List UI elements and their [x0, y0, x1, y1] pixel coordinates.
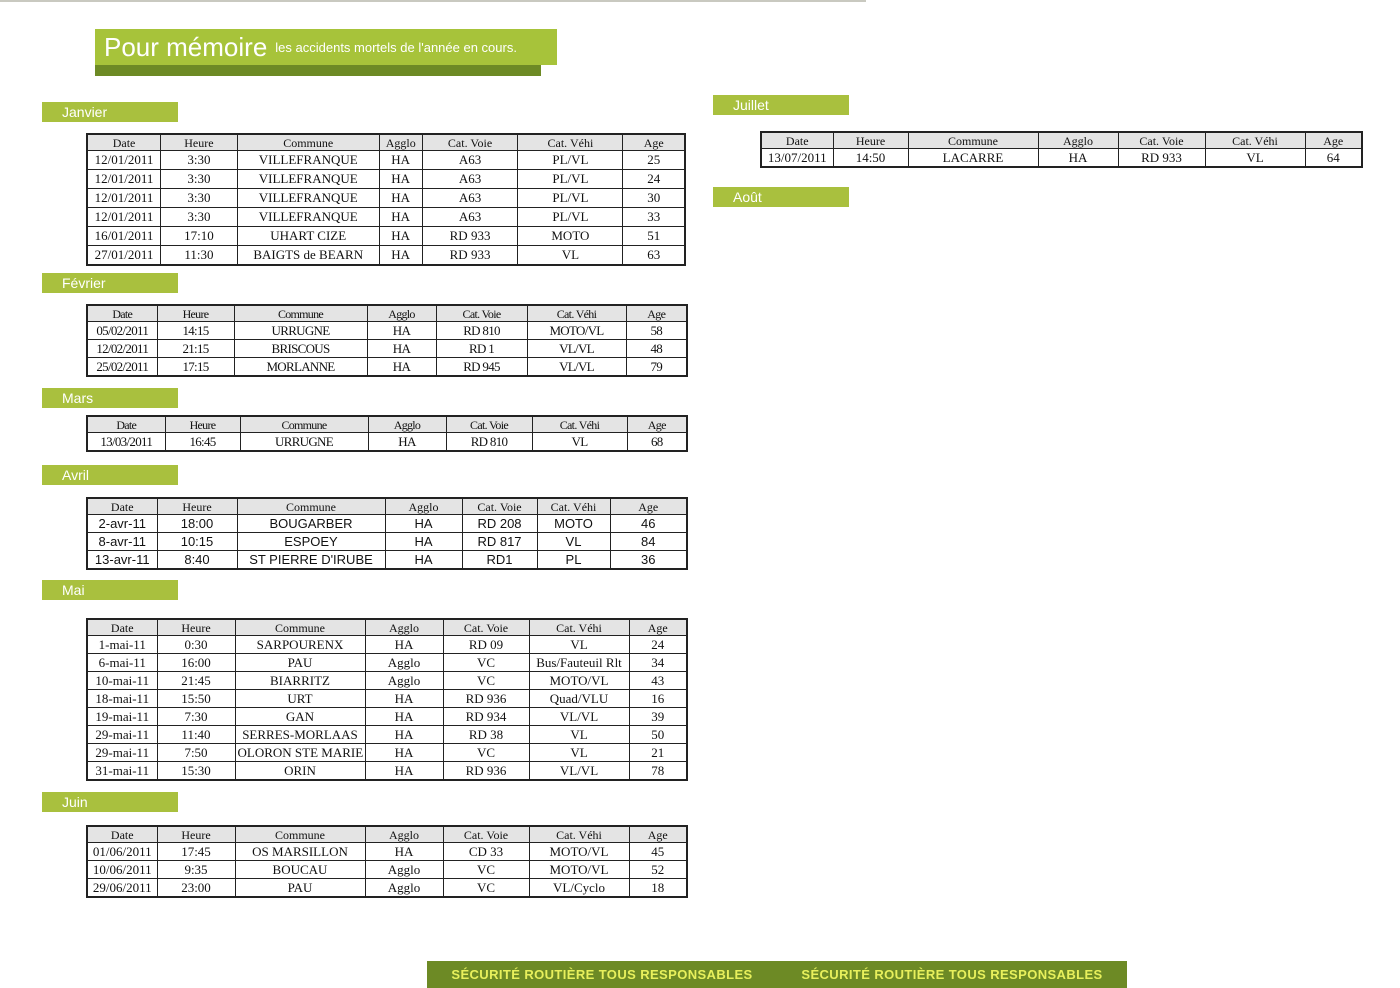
cell-date: 2-avr-11 [87, 515, 157, 533]
cell-heure: 3:30 [161, 208, 238, 227]
cell-cat-vehi: VL/VL [527, 358, 626, 377]
table-mars [86, 415, 688, 452]
table-row [87, 843, 687, 861]
cell-cat-voie: RD 936 [443, 690, 529, 708]
column-header-agglo: Agglo [379, 134, 422, 151]
cell-date: 12/01/2011 [87, 170, 161, 189]
cell-date: 29/06/2011 [87, 879, 157, 898]
cell-agglo: HA [379, 151, 422, 170]
cell-agglo: HA [385, 515, 462, 533]
page-subtitle: les accidents mortels de l'année en cours. [275, 39, 517, 55]
cell-agglo: HA [379, 227, 422, 246]
cell-commune: PAU [235, 654, 365, 672]
cell-age: 46 [610, 515, 687, 533]
cell-date: 10/06/2011 [87, 861, 157, 879]
cell-commune: VILLEFRANQUE [237, 189, 379, 208]
cell-date: 12/01/2011 [87, 208, 161, 227]
cell-agglo: HA [368, 433, 446, 452]
month-label-aout: Août [713, 187, 849, 207]
cell-age: 52 [629, 861, 687, 879]
cell-cat-voie: RD 38 [443, 726, 529, 744]
column-header-commune: Commune [240, 416, 368, 433]
column-header-commune: Commune [235, 826, 365, 843]
cell-commune: BAIGTS de BEARN [237, 246, 379, 266]
cell-date: 18-mai-11 [87, 690, 157, 708]
cell-age: 84 [610, 533, 687, 551]
column-header-cat-vehi: Cat. Véhi [537, 498, 610, 515]
column-header-cat-vehi: Cat. Véhi [527, 305, 626, 322]
cell-age: 79 [626, 358, 687, 377]
cell-cat-vehi: PL/VL [518, 170, 623, 189]
column-header-heure: Heure [157, 826, 235, 843]
cell-heure: 11:30 [161, 246, 238, 266]
cell-date: 25/02/2011 [87, 358, 157, 377]
month-label-mars: Mars [42, 388, 178, 408]
cell-commune: BRISCOUS [234, 340, 367, 358]
cell-age: 45 [629, 843, 687, 861]
cell-cat-voie: A63 [422, 151, 518, 170]
cell-heure: 3:30 [161, 189, 238, 208]
top-rule [0, 0, 866, 2]
cell-cat-vehi: MOTO [537, 515, 610, 533]
cell-date: 12/02/2011 [87, 340, 157, 358]
cell-commune: URRUGNE [234, 322, 367, 340]
cell-cat-voie: RD1 [462, 551, 537, 570]
cell-heure: 14:50 [833, 149, 908, 168]
cell-commune: UHART CIZE [237, 227, 379, 246]
page-title-banner [95, 29, 557, 65]
cell-heure: 10:15 [157, 533, 237, 551]
column-header-date: Date [761, 132, 833, 149]
cell-cat-vehi: MOTO/VL [527, 322, 626, 340]
cell-date: 29-mai-11 [87, 726, 157, 744]
cell-heure: 3:30 [161, 170, 238, 189]
column-header-cat-voie: Cat. Voie [443, 826, 529, 843]
column-header-cat-vehi: Cat. Véhi [529, 826, 629, 843]
cell-age: 24 [629, 636, 687, 654]
cell-agglo: Agglo [365, 861, 443, 879]
cell-cat-voie: RD 208 [462, 515, 537, 533]
cell-commune: GAN [235, 708, 365, 726]
cell-commune: OS MARSILLON [235, 843, 365, 861]
cell-cat-voie: RD 1 [436, 340, 527, 358]
cell-cat-voie: RD 810 [436, 322, 527, 340]
column-header-agglo: Agglo [368, 416, 446, 433]
table-row [87, 551, 687, 570]
cell-cat-vehi: VL [529, 726, 629, 744]
column-header-commune: Commune [237, 498, 385, 515]
cell-commune: BOUCAU [235, 861, 365, 879]
cell-heure: 15:30 [157, 762, 235, 781]
cell-commune: SARPOURENX [235, 636, 365, 654]
column-header-agglo: Agglo [367, 305, 436, 322]
cell-cat-vehi: VL/VL [529, 762, 629, 781]
table-juin [86, 825, 688, 898]
cell-cat-vehi: Bus/Fauteuil Rlt [529, 654, 629, 672]
cell-heure: 17:45 [157, 843, 235, 861]
column-header-age: Age [629, 826, 687, 843]
cell-agglo: HA [385, 533, 462, 551]
cell-cat-vehi: MOTO/VL [529, 843, 629, 861]
cell-date: 05/02/2011 [87, 322, 157, 340]
cell-agglo: HA [365, 690, 443, 708]
column-header-cat-voie: Cat. Voie [436, 305, 527, 322]
cell-date: 13/07/2011 [761, 149, 833, 168]
cell-commune: PAU [235, 879, 365, 898]
cell-date: 12/01/2011 [87, 189, 161, 208]
cell-cat-voie: RD 936 [443, 762, 529, 781]
cell-age: 78 [629, 762, 687, 781]
cell-date: 6-mai-11 [87, 654, 157, 672]
column-header-age: Age [610, 498, 687, 515]
column-header-cat-vehi: Cat. Véhi [518, 134, 623, 151]
column-header-heure: Heure [161, 134, 238, 151]
cell-cat-voie: RD 09 [443, 636, 529, 654]
cell-heure: 9:35 [157, 861, 235, 879]
cell-cat-vehi: VL/Cyclo [529, 879, 629, 898]
table-row [87, 654, 687, 672]
column-header-age: Age [623, 134, 685, 151]
table-row [87, 744, 687, 762]
cell-agglo: HA [379, 208, 422, 227]
cell-heure: 14:15 [157, 322, 234, 340]
cell-agglo: HA [365, 708, 443, 726]
cell-cat-vehi: Quad/VLU [529, 690, 629, 708]
column-header-date: Date [87, 134, 161, 151]
cell-agglo: HA [379, 246, 422, 266]
month-label-juin: Juin [42, 792, 178, 812]
footer-slogan-left: SÉCURITÉ ROUTIÈRE TOUS RESPONSABLES [451, 967, 753, 982]
table-row [87, 533, 687, 551]
column-header-cat-voie: Cat. Voie [422, 134, 518, 151]
cell-agglo: Agglo [365, 654, 443, 672]
column-header-commune: Commune [235, 619, 365, 636]
cell-cat-vehi: MOTO/VL [529, 861, 629, 879]
cell-heure: 23:00 [157, 879, 235, 898]
table-row [87, 358, 687, 377]
cell-date: 10-mai-11 [87, 672, 157, 690]
column-header-cat-voie: Cat. Voie [1118, 132, 1205, 149]
cell-commune: ESPOEY [237, 533, 385, 551]
cell-commune: VILLEFRANQUE [237, 170, 379, 189]
cell-age: 36 [610, 551, 687, 570]
column-header-heure: Heure [833, 132, 908, 149]
cell-cat-vehi: VL [532, 433, 627, 452]
cell-age: 33 [623, 208, 685, 227]
cell-heure: 8:40 [157, 551, 237, 570]
column-header-commune: Commune [908, 132, 1038, 149]
cell-heure: 15:50 [157, 690, 235, 708]
cell-cat-vehi: MOTO/VL [529, 672, 629, 690]
cell-cat-vehi: MOTO [518, 227, 623, 246]
column-header-heure: Heure [157, 305, 234, 322]
table-fevrier [86, 304, 688, 377]
cell-heure: 7:30 [157, 708, 235, 726]
cell-date: 13-avr-11 [87, 551, 157, 570]
cell-agglo: Agglo [365, 879, 443, 898]
cell-heure: 16:45 [165, 433, 240, 452]
column-header-heure: Heure [157, 498, 237, 515]
table-row [87, 151, 685, 170]
table-row [87, 879, 687, 898]
cell-date: 19-mai-11 [87, 708, 157, 726]
footer-banner [427, 961, 1127, 988]
cell-cat-vehi: VL [529, 636, 629, 654]
cell-commune: ORIN [235, 762, 365, 781]
cell-commune: LACARRE [908, 149, 1038, 168]
table-row [87, 189, 685, 208]
column-header-cat-vehi: Cat. Véhi [1205, 132, 1305, 149]
table-row [761, 149, 1362, 168]
month-label-mai: Mai [42, 580, 178, 600]
cell-agglo: HA [365, 636, 443, 654]
cell-agglo: HA [367, 340, 436, 358]
cell-cat-vehi: PL [537, 551, 610, 570]
cell-age: 50 [629, 726, 687, 744]
cell-heure: 21:15 [157, 340, 234, 358]
cell-cat-voie: RD 817 [462, 533, 537, 551]
cell-commune: BIARRITZ [235, 672, 365, 690]
cell-cat-voie: VC [443, 672, 529, 690]
cell-date: 31-mai-11 [87, 762, 157, 781]
table-row [87, 636, 687, 654]
column-header-heure: Heure [157, 619, 235, 636]
cell-cat-vehi: VL [529, 744, 629, 762]
column-header-date: Date [87, 305, 157, 322]
cell-age: 30 [623, 189, 685, 208]
cell-age: 16 [629, 690, 687, 708]
cell-heure: 7:50 [157, 744, 235, 762]
column-header-date: Date [87, 619, 157, 636]
cell-cat-vehi: PL/VL [518, 151, 623, 170]
cell-heure: 11:40 [157, 726, 235, 744]
cell-cat-voie: A63 [422, 170, 518, 189]
cell-age: 21 [629, 744, 687, 762]
table-row [87, 690, 687, 708]
table-janvier [86, 133, 686, 266]
cell-age: 48 [626, 340, 687, 358]
cell-commune: ST PIERRE D'IRUBE [237, 551, 385, 570]
cell-date: 01/06/2011 [87, 843, 157, 861]
cell-agglo: HA [379, 170, 422, 189]
cell-date: 29-mai-11 [87, 744, 157, 762]
cell-age: 18 [629, 879, 687, 898]
column-header-commune: Commune [237, 134, 379, 151]
column-header-age: Age [627, 416, 687, 433]
cell-commune: OLORON STE MARIE [235, 744, 365, 762]
cell-cat-voie: RD 933 [422, 227, 518, 246]
page-title: Pour mémoire [104, 31, 268, 62]
cell-agglo: HA [365, 726, 443, 744]
cell-agglo: HA [365, 843, 443, 861]
cell-heure: 0:30 [157, 636, 235, 654]
cell-heure: 18:00 [157, 515, 237, 533]
cell-age: 39 [629, 708, 687, 726]
cell-age: 34 [629, 654, 687, 672]
cell-agglo: HA [367, 322, 436, 340]
column-header-cat-voie: Cat. Voie [446, 416, 532, 433]
cell-commune: BOUGARBER [237, 515, 385, 533]
cell-cat-vehi: PL/VL [518, 208, 623, 227]
column-header-agglo: Agglo [1038, 132, 1118, 149]
table-row [87, 340, 687, 358]
table-row [87, 672, 687, 690]
cell-cat-voie: RD 933 [422, 246, 518, 266]
column-header-date: Date [87, 498, 157, 515]
footer-slogan-right: SÉCURITÉ ROUTIÈRE TOUS RESPONSABLES [801, 967, 1103, 982]
cell-cat-voie: A63 [422, 208, 518, 227]
cell-age: 25 [623, 151, 685, 170]
cell-date: 1-mai-11 [87, 636, 157, 654]
cell-heure: 3:30 [161, 151, 238, 170]
cell-date: 27/01/2011 [87, 246, 161, 266]
cell-cat-voie: A63 [422, 189, 518, 208]
cell-age: 51 [623, 227, 685, 246]
column-header-cat-vehi: Cat. Véhi [529, 619, 629, 636]
cell-age: 64 [1305, 149, 1362, 168]
cell-cat-voie: CD 33 [443, 843, 529, 861]
cell-date: 13/03/2011 [87, 433, 165, 452]
table-juillet [760, 131, 1363, 168]
column-header-commune: Commune [234, 305, 367, 322]
column-header-date: Date [87, 416, 165, 433]
cell-cat-voie: VC [443, 879, 529, 898]
cell-cat-voie: RD 945 [436, 358, 527, 377]
table-row [87, 762, 687, 781]
table-row [87, 246, 685, 266]
cell-cat-vehi: VL/VL [529, 708, 629, 726]
month-label-fevrier: Février [42, 273, 178, 293]
column-header-cat-voie: Cat. Voie [443, 619, 529, 636]
cell-commune: VILLEFRANQUE [237, 208, 379, 227]
table-mai [86, 618, 688, 781]
table-row [87, 515, 687, 533]
column-header-agglo: Agglo [365, 619, 443, 636]
cell-commune: SERRES-MORLAAS [235, 726, 365, 744]
cell-agglo: HA [365, 762, 443, 781]
column-header-agglo: Agglo [385, 498, 462, 515]
cell-agglo: HA [1038, 149, 1118, 168]
cell-heure: 17:10 [161, 227, 238, 246]
cell-agglo: HA [365, 744, 443, 762]
cell-commune: URRUGNE [240, 433, 368, 452]
cell-age: 68 [627, 433, 687, 452]
cell-date: 8-avr-11 [87, 533, 157, 551]
cell-cat-voie: RD 810 [446, 433, 532, 452]
cell-heure: 16:00 [157, 654, 235, 672]
table-row [87, 708, 687, 726]
table-avril [86, 497, 688, 570]
cell-cat-voie: VC [443, 744, 529, 762]
table-row [87, 726, 687, 744]
column-header-date: Date [87, 826, 157, 843]
cell-date: 16/01/2011 [87, 227, 161, 246]
cell-heure: 17:15 [157, 358, 234, 377]
cell-age: 58 [626, 322, 687, 340]
cell-cat-voie: RD 934 [443, 708, 529, 726]
column-header-age: Age [1305, 132, 1362, 149]
cell-age: 63 [623, 246, 685, 266]
column-header-age: Age [626, 305, 687, 322]
month-label-janvier: Janvier [42, 102, 178, 122]
cell-cat-voie: VC [443, 861, 529, 879]
table-row [87, 208, 685, 227]
cell-cat-vehi: VL [1205, 149, 1305, 168]
cell-commune: MORLANNE [234, 358, 367, 377]
column-header-cat-voie: Cat. Voie [462, 498, 537, 515]
table-row [87, 433, 687, 452]
cell-cat-vehi: VL [518, 246, 623, 266]
cell-agglo: Agglo [365, 672, 443, 690]
cell-age: 43 [629, 672, 687, 690]
month-label-avril: Avril [42, 465, 178, 485]
cell-cat-vehi: PL/VL [518, 189, 623, 208]
cell-date: 12/01/2011 [87, 151, 161, 170]
table-row [87, 227, 685, 246]
cell-agglo: HA [385, 551, 462, 570]
cell-age: 24 [623, 170, 685, 189]
column-header-agglo: Agglo [365, 826, 443, 843]
cell-cat-voie: RD 933 [1118, 149, 1205, 168]
cell-cat-vehi: VL/VL [527, 340, 626, 358]
table-row [87, 861, 687, 879]
cell-commune: URT [235, 690, 365, 708]
cell-cat-voie: VC [443, 654, 529, 672]
month-label-juillet: Juillet [713, 95, 849, 115]
table-row [87, 170, 685, 189]
cell-commune: VILLEFRANQUE [237, 151, 379, 170]
column-header-age: Age [629, 619, 687, 636]
cell-agglo: HA [367, 358, 436, 377]
column-header-heure: Heure [165, 416, 240, 433]
cell-heure: 21:45 [157, 672, 235, 690]
cell-agglo: HA [379, 189, 422, 208]
cell-cat-vehi: VL [537, 533, 610, 551]
column-header-cat-vehi: Cat. Véhi [532, 416, 627, 433]
table-row [87, 322, 687, 340]
